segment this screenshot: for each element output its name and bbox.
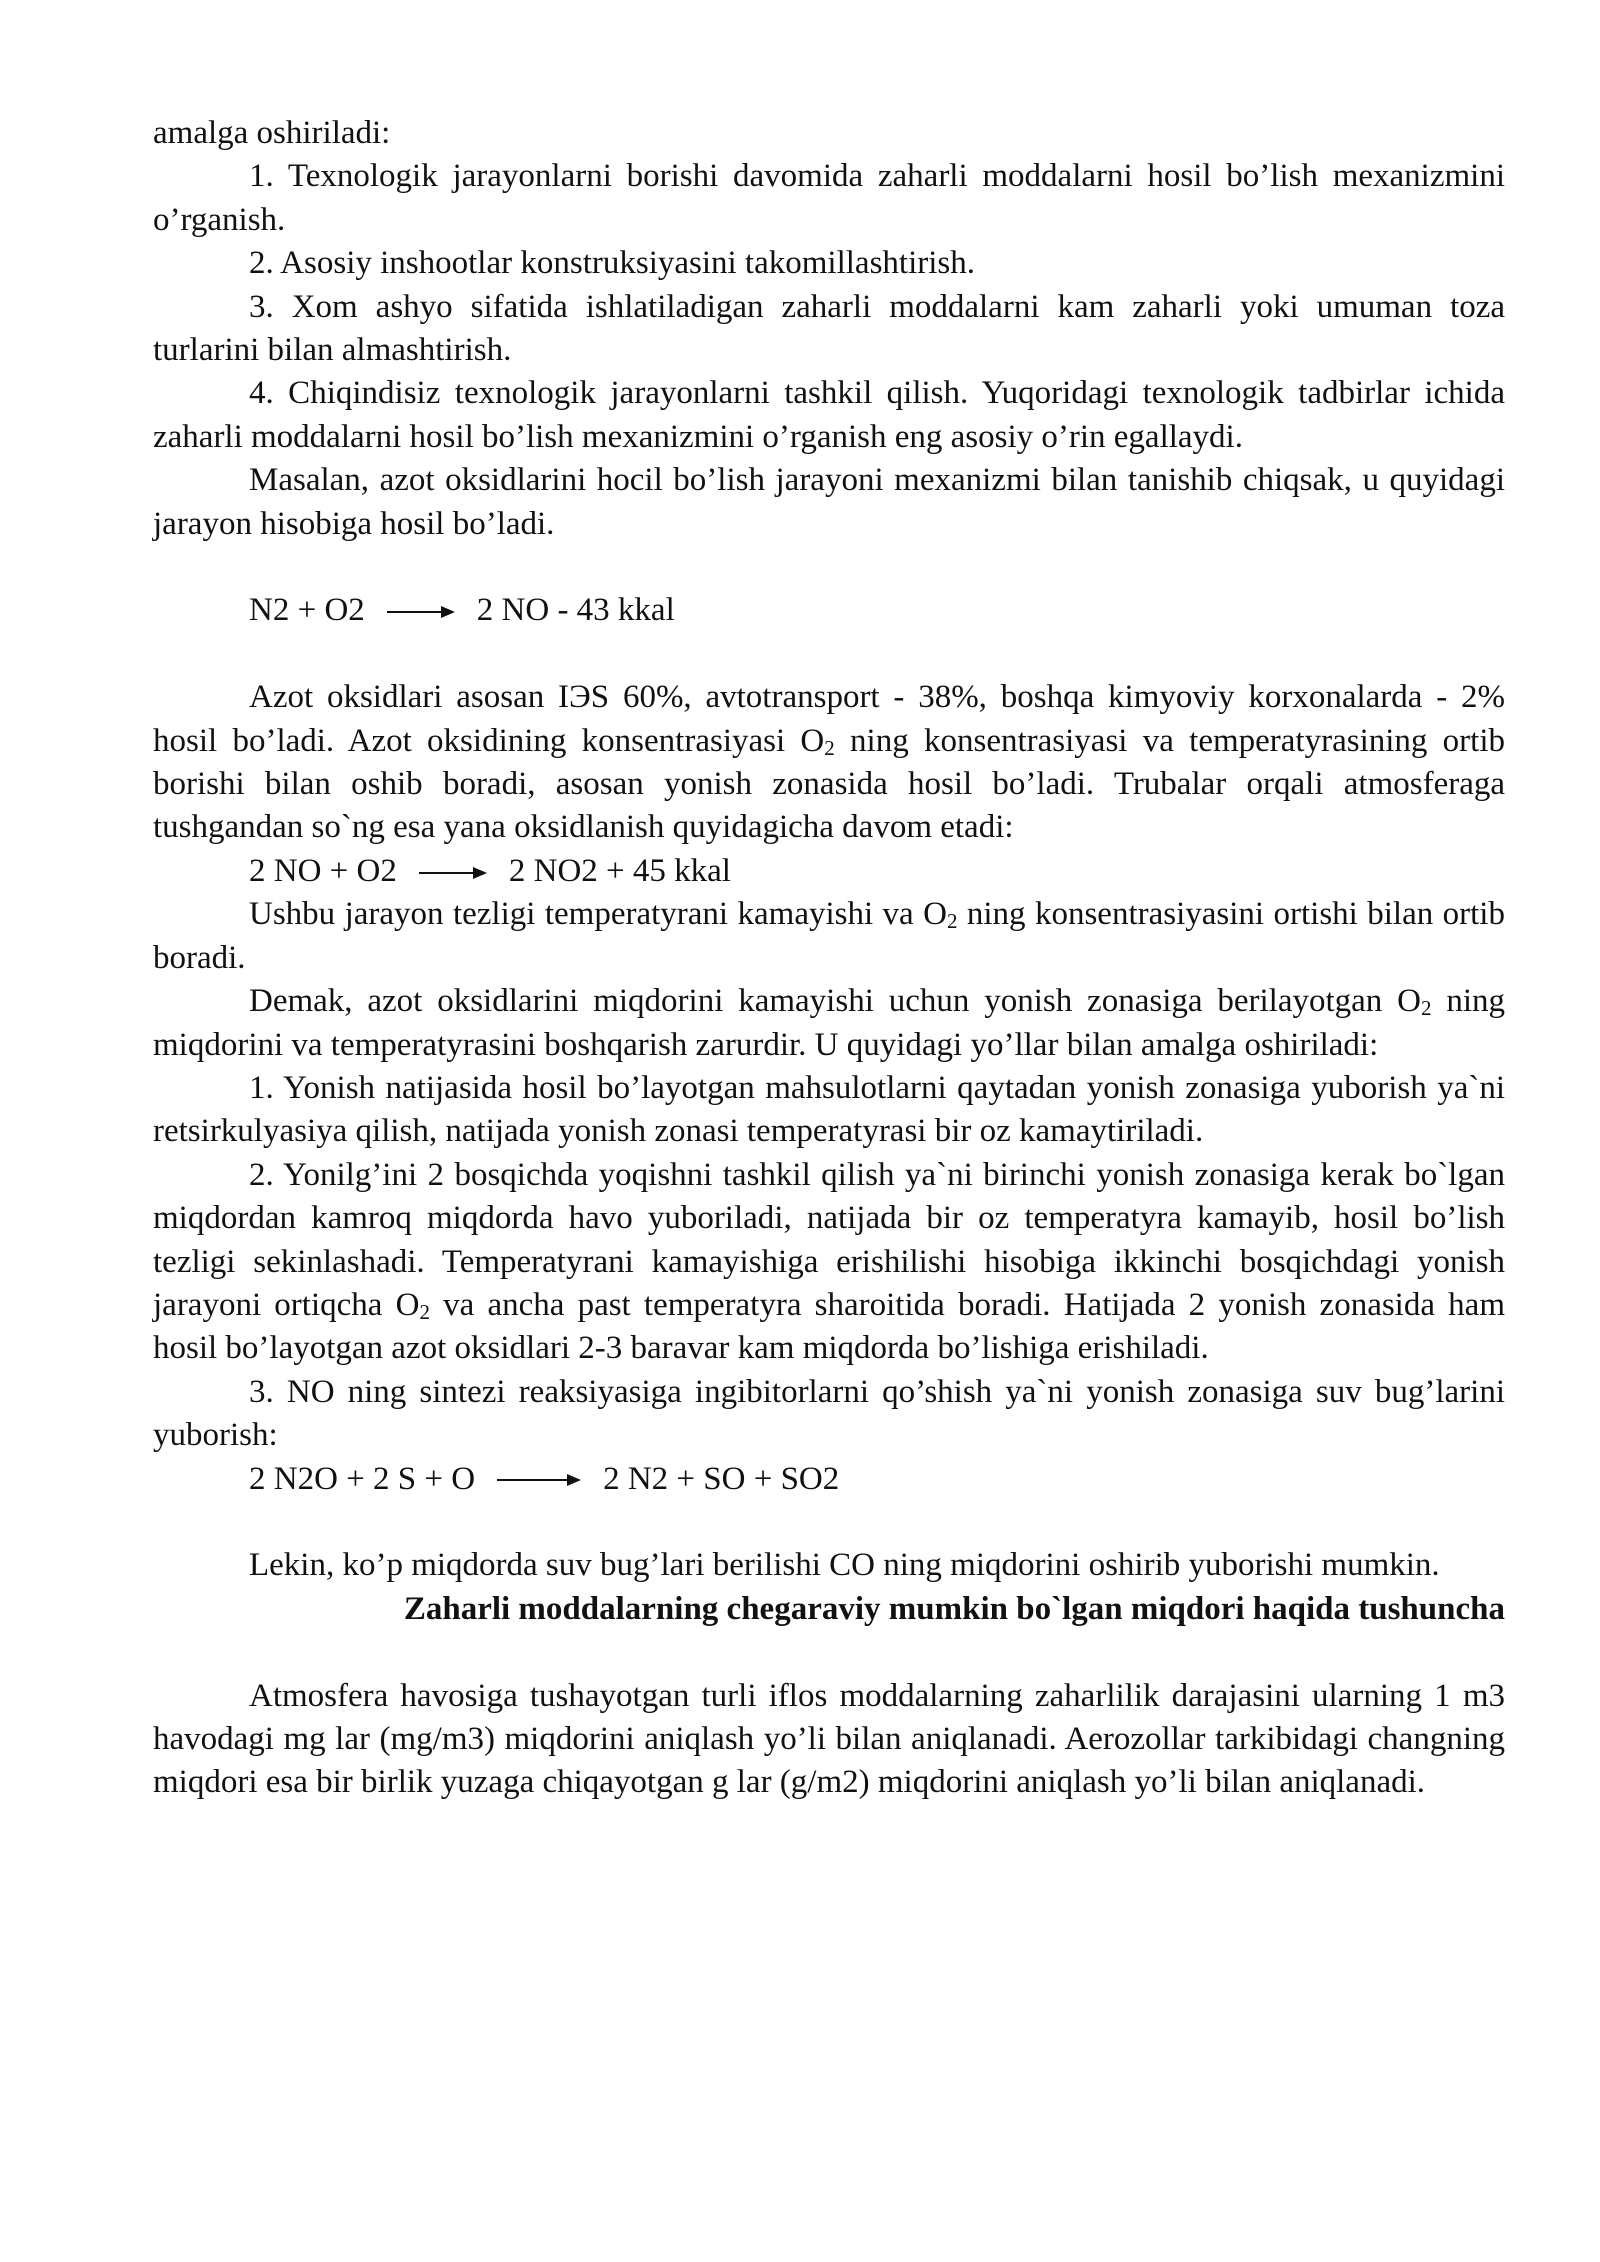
list-item-4: 4. Chiqindisiz texnologik jarayonlarni tashkil qilish. Yuqoridagi texnologik tadbirlar ichida zaharli moddalarni hosil bo’lish mexanizmini o’rganish eng asosiy o’rin egallaydi. (153, 375, 1505, 455)
spacer (153, 1501, 1505, 1544)
equation-3-products: 2 N2 + SO + SO2 (603, 1460, 840, 1497)
equation-1-products: 2 NO - 43 kkal (476, 592, 675, 629)
equation-2-products: 2 NO2 + 45 kkal (508, 852, 731, 889)
equation-3-reactants: 2 N2O + 2 S + O (249, 1460, 476, 1497)
method-item-3: 3. NO ning sintezi reaksiyasiga ingibitorlarni qo’shish ya`ni yonish zonasiga suv bug’larini yuborish: (153, 1373, 1505, 1454)
reaction-arrow-icon (387, 605, 455, 619)
reaction-arrow-icon (419, 866, 487, 880)
paragraph-rate: Ushbu jarayon tezligi temperatyrani kamayishi va $O_2$ ning konsentrasiyasini ortishi bilan ortib boradi. (153, 896, 1505, 976)
section-heading: Zaharli moddalarning chegaraviy mumkin bo`lgan miqdori haqida tushuncha (403, 1590, 1505, 1627)
method-item-2: 2. Yonilg’ini 2 bosqichda yoqishni tashkil qilish ya`ni birinchi yonish zonasiga kerak bo`lgan miqdordan kamroq miqdorda havo yuboriladi, natijada bir oz temperatyra kamayib, hosil bo’lish tezligi sekinlashadi. Temperatyrani kamayishiga erishilishi hisobiga ikkinchi bosqichdagi yonish jarayoni ortiqcha $O_2$ va ancha past temperatyra sharoitida boradi. Hatijada 2 yonish zonasida ham hosil bo’layotgan azot oksidlari 2-3 baravar kam miqdorda bo’lishiga erishiladi. (153, 1156, 1505, 1367)
method-item-1: 1. Yonish natijasida hosil bo’layotgan mahsulotlarni qaytadan yonish zonasiga yuborish ya`ni retsirkulyasiya qilish, natijada yonish zonasi temperatyrasi bir oz kamaytiriladi. (153, 1069, 1505, 1150)
document-page (153, 112, 1505, 1805)
equation-3 (153, 1458, 1505, 1501)
list-item-1: 1. Texnologik jarayonlarni borishi davomida zaharli moddalarni hosil bo’lish mexanizmini o’rganish. (153, 158, 1505, 238)
paragraph-intro: amalga oshiriladi: (153, 115, 391, 151)
spacer (153, 633, 1505, 676)
reaction-arrow-icon (497, 1473, 581, 1487)
list-item-2: 2. Asosiy inshootlar konstruksiyasini takomillashtirish. (249, 245, 975, 282)
paragraph-caution: Lekin, ko’p miqdorda suv bug’lari berilishi CO ning miqdorini oshirib yuborishi mumkin. (249, 1547, 1440, 1584)
equation-1 (153, 589, 1505, 632)
list-item-3: 3. Xom ashyo sifatida ishlatiladigan zaharli moddalarni kam zaharli yoki umuman toza turlarini bilan almashtirish. (153, 288, 1505, 369)
paragraph-example: Masalan, azot oksidlarini hocil bo’lish jarayoni mexanizmi bilan tanishib chiqsak, u quyidagi jarayon hisobiga hosil bo’ladi. (153, 462, 1505, 542)
equation-2 (153, 850, 1505, 893)
paragraph-measurement: Atmosfera havosiga tushayotgan turli iflos moddalarning zaharlilik darajasini ularning 1 m3 havodagi mg lar (mg/m3) miqdorini aniqlash yo’li bilan aniqlanadi. Aerozollar tarkibidagi changning miqdori esa bir birlik yuzaga chiqayotgan g lar (g/m2) miqdorini aniqlash yo’li bilan aniqlanadi. (153, 1677, 1505, 1801)
equation-2-reactants: 2 NO + O2 (249, 852, 397, 889)
paragraph-control: Demak, azot oksidlarini miqdorini kamayishi uchun yonish zonasiga berilayotgan $O_2$ ning miqdorini va temperatyrasini boshqarish zarurdir. U quyidagi yo’llar bilan amalga oshiriladi: (153, 983, 1506, 1063)
equation-1-reactants: N2 + O2 (249, 592, 365, 629)
spacer (153, 1631, 1505, 1674)
paragraph-sources: Azot oksidlari asosan IЭS 60%, avtotransport - 38%, boshqa kimyoviy korxonalarda - 2% hosil bo’ladi. Azot oksidining konsentrasiyasi $O_2$ ning konsentrasiyasi va temperatyrasining ortib borishi bilan oshib boradi, asosan yonish zonasida hosil bo’ladi. Trubalar orqali atmosferaga tushgandan so`ng esa yana oksidlanish quyidagicha davom etadi: (153, 679, 1506, 846)
spacer (153, 546, 1505, 589)
